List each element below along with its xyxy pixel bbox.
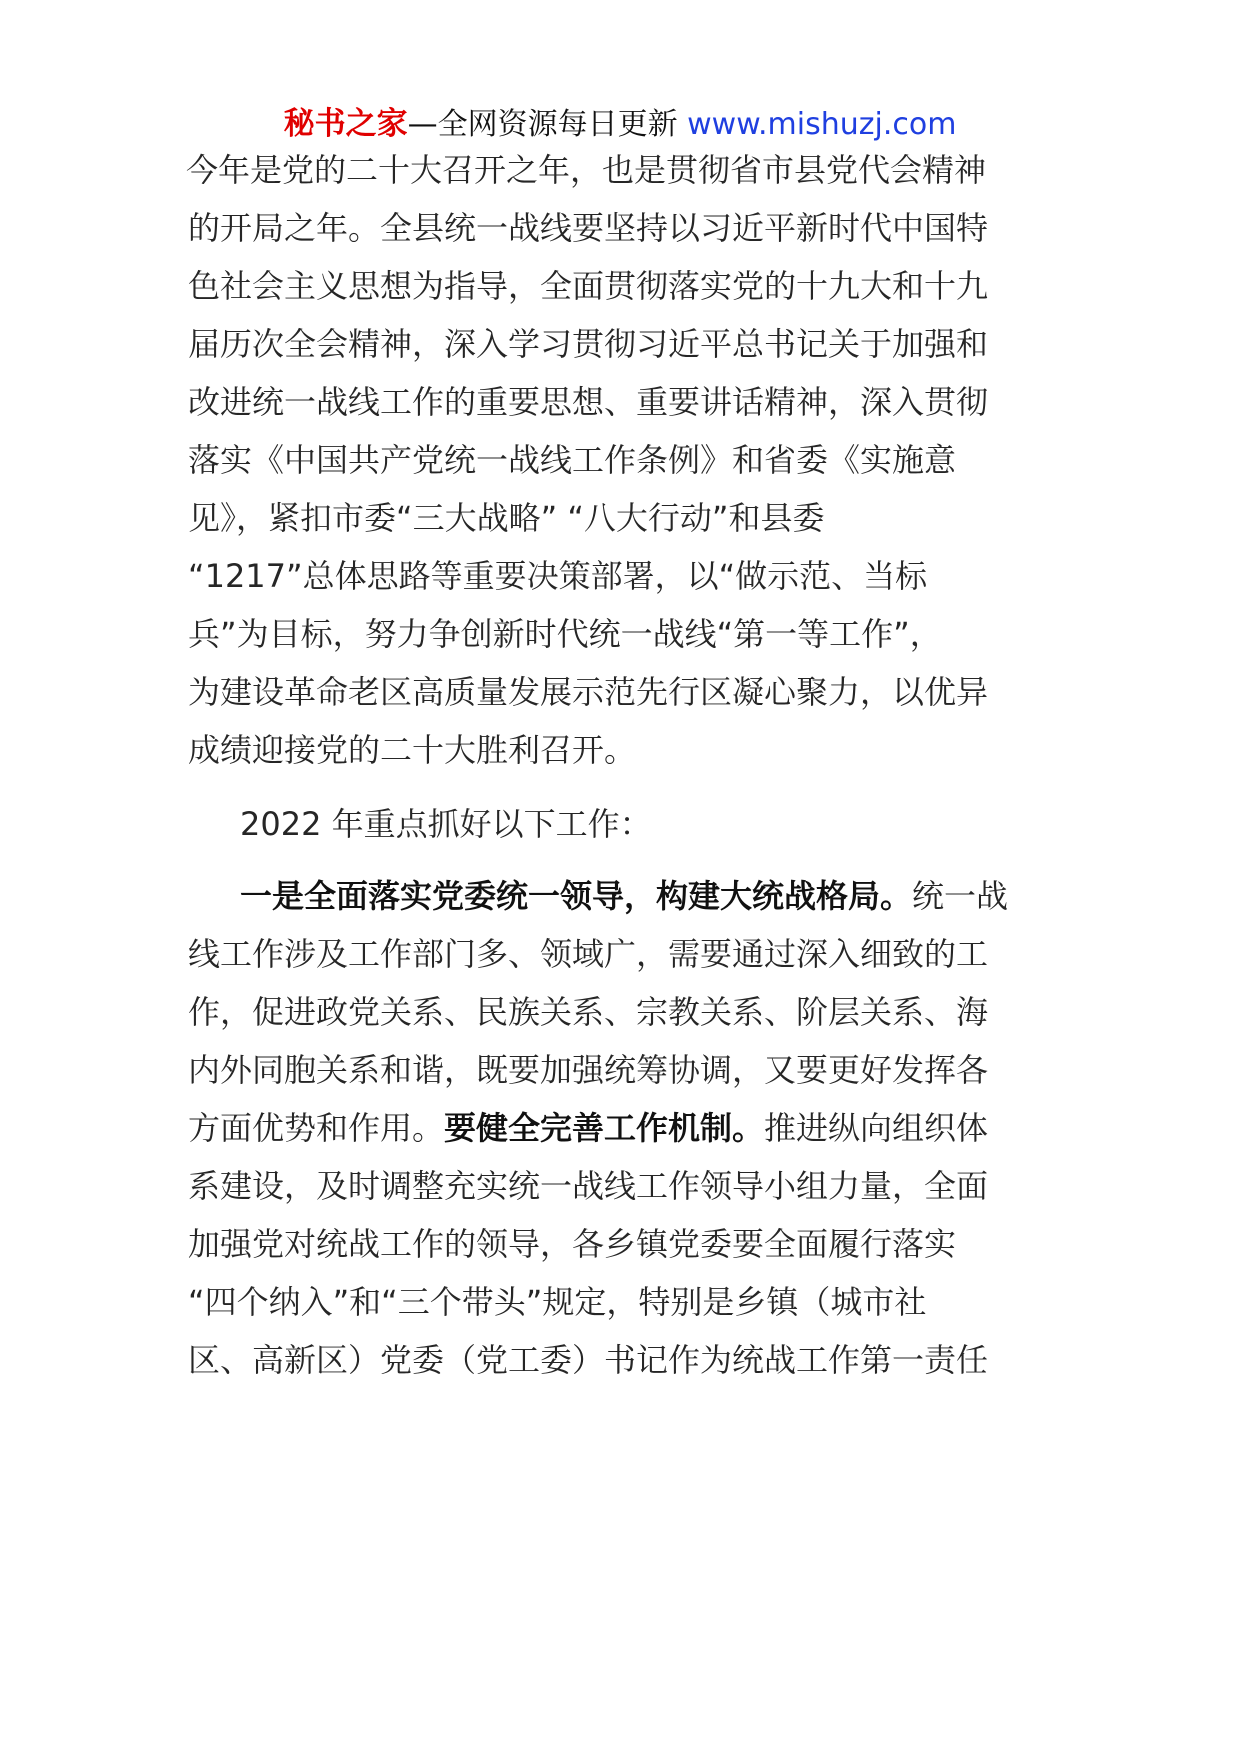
brand-name: 秘书之家 — [283, 106, 408, 142]
paragraph-1-line: 今年是党的二十大召开之年，也是贯彻省市县党代会精神 — [186, 151, 987, 189]
paragraph-3-line: 线工作涉及工作部门多、领域广，需要通过深入细致的工 — [188, 935, 989, 973]
paragraph-3-line: 系建设，及时调整充实统一战线工作领导小组力量，全面 — [188, 1167, 989, 1205]
paragraph-1-line: 为建设革命老区高质量发展示范先行区凝心聚力，以优异 — [188, 673, 989, 711]
paragraph-3-heading: 一是全面落实党委统一领导，构建大统战格局。 — [240, 877, 913, 915]
paragraph-1-line: 改进统一战线工作的重要思想、重要讲话精神，深入贯彻 — [188, 383, 989, 421]
paragraph-3-line: 加强党对统战工作的领导，各乡镇党委要全面履行落实 — [188, 1225, 957, 1263]
paragraph-3-line: “四个纳入”和“三个带头”规定，特别是乡镇（城市社 — [188, 1283, 927, 1321]
paragraph-2: 2022 年重点抓好以下工作： — [240, 805, 652, 843]
paragraph-3-text: 统一战 — [912, 877, 1009, 915]
paragraph-1-line: 成绩迎接党的二十大胜利召开。 — [188, 731, 637, 769]
paragraph-3-line: 内外同胞关系和谐，既要加强统筹协调，又要更好发挥各 — [188, 1051, 989, 1089]
paragraph-1-line: 兵”为目标，努力争创新时代统一战线“第一等工作”， — [188, 615, 942, 653]
paragraph-1-line: 的开局之年。全县统一战线要坚持以习近平新时代中国特 — [188, 209, 989, 247]
paragraph-1-line: 落实《中国共产党统一战线工作条例》和省委《实施意 — [188, 441, 957, 479]
paragraph-1-line: “1217”总体思路等重要决策部署，以“做示范、当标 — [188, 557, 928, 595]
header-slogan: —全网资源每日更新 — [407, 107, 678, 142]
page-header — [0, 104, 1240, 145]
paragraph-3-line — [188, 1106, 988, 1150]
paragraph-1-line: 见》，紧扣市委“三大战略” “八大行动”和县委 — [188, 499, 825, 537]
paragraph-1-line: 色社会主义思想为指导，全面贯彻落实党的十九大和十九 — [188, 267, 989, 305]
paragraph-1-line: 届历次全会精神，深入学习贯彻习近平总书记关于加强和 — [188, 325, 989, 363]
paragraph-3-line — [240, 874, 1008, 918]
paragraph-3-line: 作，促进政党关系、民族关系、宗教关系、阶层关系、海 — [188, 993, 989, 1031]
paragraph-3-line: 区、高新区）党委（党工委）书记作为统战工作第一责任 — [188, 1341, 989, 1379]
paragraph-3-subheading: 要健全完善工作机制。 — [444, 1109, 765, 1147]
paragraph-3-text: 方面优势和作用。 — [188, 1109, 445, 1147]
site-url-link[interactable]: www.mishuzj.com — [687, 107, 957, 142]
paragraph-3-text: 推进纵向组织体 — [764, 1109, 989, 1147]
